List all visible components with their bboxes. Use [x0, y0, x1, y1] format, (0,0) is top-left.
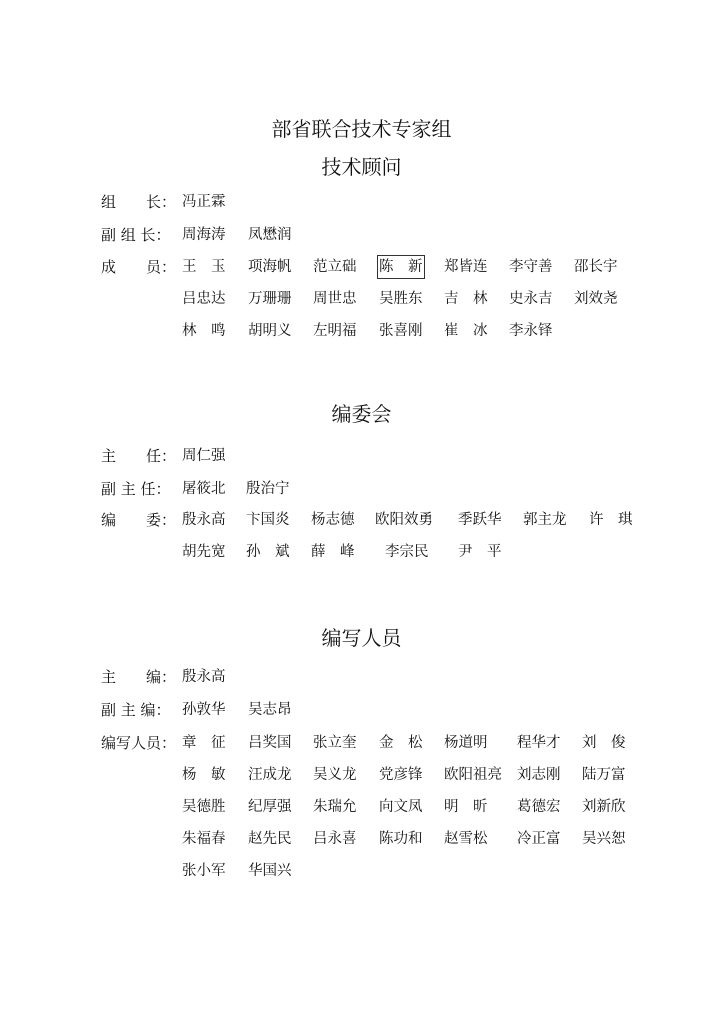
person-name: 吕忠达 — [182, 291, 226, 307]
person-name: 金 松 — [379, 735, 423, 751]
person-name: 李永铎 — [509, 323, 553, 339]
person-name: 欧阳祖亮 — [444, 767, 502, 783]
person-name: 林 鸣 — [182, 323, 226, 339]
person-name: 李守善 — [509, 259, 553, 275]
person-name: 薛 峰 — [311, 544, 355, 560]
person-name: 吉 林 — [444, 291, 488, 307]
advisors-role-label: 副 组 长： — [101, 226, 171, 244]
person-name: 孙敦华 — [182, 702, 226, 718]
person-name: 程华才 — [517, 735, 561, 751]
person-name: 王 玉 — [182, 259, 226, 275]
person-name: 杨道明 — [444, 735, 488, 751]
person-name: 吴胜东 — [379, 291, 423, 307]
person-name: 刘效尧 — [574, 291, 618, 307]
person-name: 朱瑞允 — [313, 799, 357, 815]
advisors-role-label: 成 员： — [101, 258, 177, 276]
person-name: 左明福 — [313, 323, 357, 339]
person-name: 郑皆连 — [444, 259, 488, 275]
committee-role-label: 编 委： — [101, 511, 177, 529]
person-name: 凤懋润 — [248, 227, 292, 243]
person-name: 葛德宏 — [517, 799, 561, 815]
person-name: 周海涛 — [182, 227, 226, 243]
person-name: 赵先民 — [248, 831, 292, 847]
person-name: 殷永高 — [182, 669, 226, 685]
committee-role-label: 主 任： — [101, 447, 177, 465]
person-name: 李宗民 — [385, 544, 429, 560]
writers-heading: 编写人员 — [321, 626, 402, 650]
person-name: 胡明义 — [248, 323, 292, 339]
person-name: 张立奎 — [313, 735, 357, 751]
person-name: 史永吉 — [509, 291, 553, 307]
person-name: 刘志刚 — [517, 767, 561, 783]
person-name: 吴义龙 — [313, 767, 357, 783]
person-name: 殷治宁 — [246, 481, 290, 497]
person-name: 范立础 — [313, 259, 357, 275]
committee-heading: 编委会 — [331, 402, 392, 426]
person-name: 杨志德 — [311, 512, 355, 528]
person-name: 汪成龙 — [248, 767, 292, 783]
person-name: 张小军 — [182, 863, 226, 879]
person-name: 孙 斌 — [246, 544, 290, 560]
person-name: 刘 俊 — [582, 735, 626, 751]
person-name: 向文凤 — [379, 799, 423, 815]
person-name: 季跃华 — [458, 512, 502, 528]
person-name: 欧阳效勇 — [375, 512, 433, 528]
advisors-heading: 技术顾问 — [321, 155, 402, 179]
person-name: 冯正霖 — [182, 194, 226, 210]
writers-role-label: 主 编： — [101, 668, 177, 686]
person-name: 党彦锋 — [379, 767, 423, 783]
committee-role-label: 副 主 任： — [101, 480, 171, 498]
person-name: 卞国炎 — [246, 512, 290, 528]
person-name: 张喜刚 — [379, 323, 423, 339]
person-name: 尹 平 — [458, 544, 502, 560]
person-name: 屠筱北 — [182, 481, 226, 497]
person-name: 华国兴 — [248, 863, 292, 879]
person-name: 郭主龙 — [523, 512, 567, 528]
person-name: 刘新欣 — [582, 799, 626, 815]
writers-role-label: 副 主 编： — [101, 701, 171, 719]
person-name: 崔 冰 — [444, 323, 488, 339]
person-name: 吕奖国 — [248, 735, 292, 751]
person-name: 胡先宽 — [182, 544, 226, 560]
writers-role-label: 编写人员： — [101, 734, 177, 752]
person-name: 周世忠 — [313, 291, 357, 307]
person-name: 邵长宇 — [574, 259, 618, 275]
person-name: 陈功和 — [379, 831, 423, 847]
person-name: 万珊珊 — [248, 291, 292, 307]
person-name: 殷永高 — [182, 512, 226, 528]
person-name: 章 征 — [182, 735, 226, 751]
person-name: 明 昕 — [444, 799, 488, 815]
person-name: 赵雪松 — [444, 831, 488, 847]
advisors-role-label: 组 长： — [101, 193, 177, 211]
person-name: 项海帆 — [248, 259, 292, 275]
person-name: 吴兴恕 — [582, 831, 626, 847]
person-name: 陆万富 — [582, 767, 626, 783]
person-name: 陈 新 — [379, 259, 423, 275]
page-title: 部省联合技术专家组 — [271, 117, 452, 141]
person-name: 朱福春 — [182, 831, 226, 847]
person-name: 冷正富 — [517, 831, 561, 847]
person-name: 吴德胜 — [182, 799, 226, 815]
person-name: 纪厚强 — [248, 799, 292, 815]
person-name: 吕永喜 — [313, 831, 357, 847]
person-name: 周仁强 — [182, 448, 226, 464]
person-name: 吴志昂 — [248, 702, 292, 718]
person-name: 杨 敏 — [182, 767, 226, 783]
person-name: 许 琪 — [589, 512, 633, 528]
